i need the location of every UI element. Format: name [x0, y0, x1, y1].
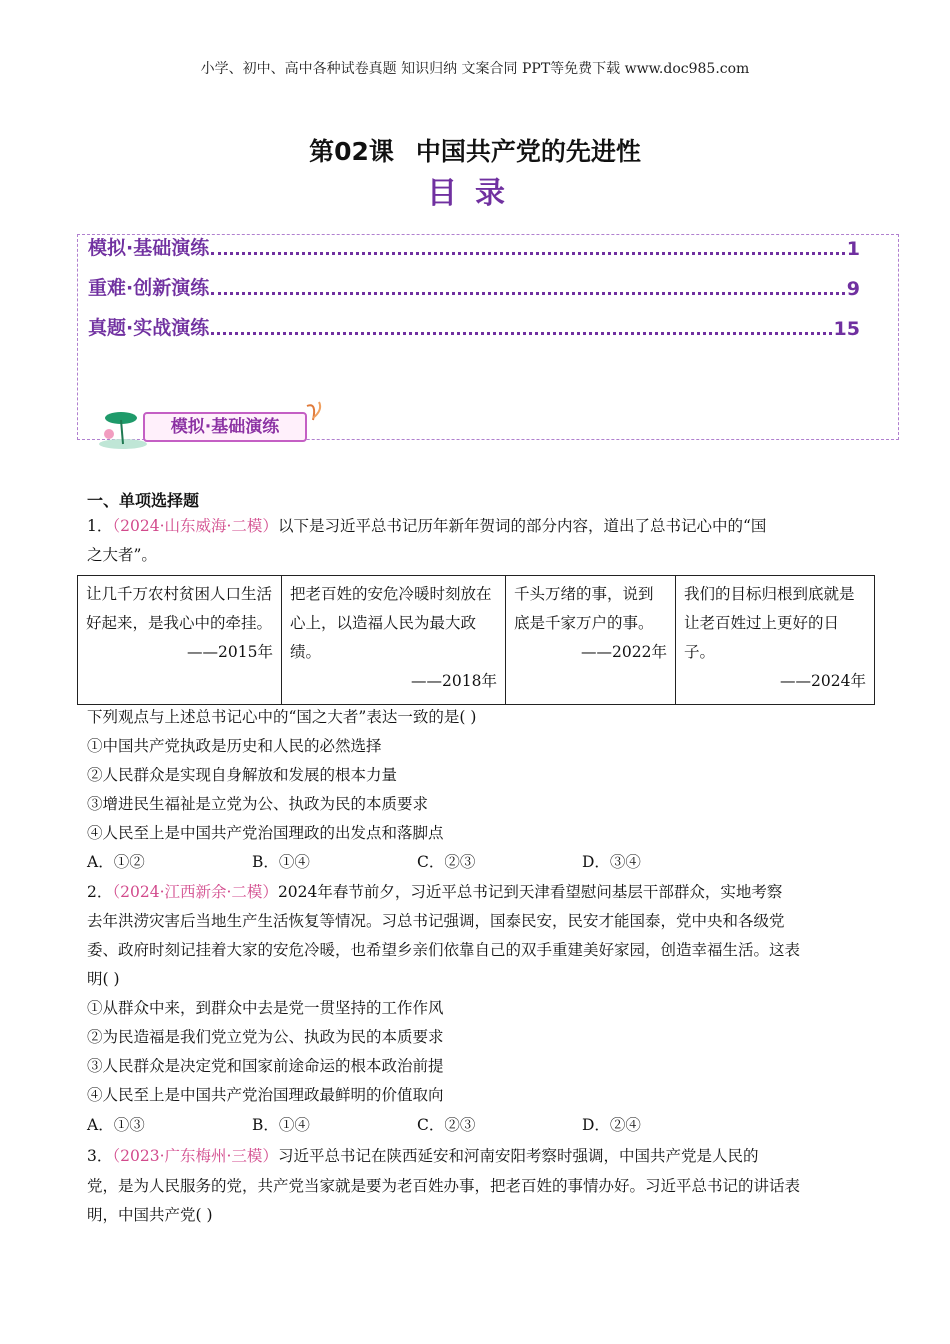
answer-options — [87, 848, 887, 877]
option-c[interactable]: C．②③ — [417, 1116, 476, 1134]
statement-item: ②人民群众是实现自身解放和发展的根本力量 — [87, 766, 398, 784]
toc-entry[interactable] — [88, 273, 860, 300]
lesson-title — [0, 132, 950, 168]
section-badge — [95, 400, 335, 450]
question-source: （2024·江西新余·二模） — [112, 883, 278, 901]
question-source: （2024·山东威海·二模） — [112, 517, 278, 535]
quote-cell: 把老百姓的安危冷暖时刻放在心上，以造福人民为最大政绩。 ——2018年 — [282, 576, 506, 705]
question-2-stem-cont: 去年洪涝灾害后当地生产生活恢复等情况。习总书记强调，国泰民安，民安才能国泰，党中央和各级党 — [87, 912, 785, 930]
statement-item: ④人民至上是中国共产党治国理政最鲜明的价值取向 — [87, 1086, 444, 1104]
option-d[interactable]: D．③④ — [582, 853, 641, 871]
answer-options — [87, 1111, 887, 1140]
toc-entry-label: 重难·创新演练 — [88, 277, 210, 299]
question-3-stem-cont: 党，是为人民服务的党，共产党当家就是要为老百姓办事，把老百姓的事情办好。习近平总书记的讲话表 — [87, 1177, 801, 1195]
question-1-stem-cont: 之大者”。 — [87, 546, 157, 564]
question-3-stem-cont: 明，中国共产党( ) — [87, 1206, 213, 1224]
question-1-prompt: 下列观点与上述总书记心中的“国之大者”表达一致的是( ) — [87, 708, 477, 726]
toc-entry[interactable] — [88, 233, 860, 260]
question-source: （2023·广东梅州·三模） — [112, 1147, 278, 1165]
statement-item: ③人民群众是决定党和国家前途命运的根本政治前提 — [87, 1057, 444, 1075]
option-b[interactable]: B．①④ — [252, 1116, 310, 1134]
question-2-stem-cont: 明( ) — [87, 970, 120, 988]
question-1-stem: 1．（2024·山东威海·二模）以下是习近平总书记历年新年贺词的部分内容，道出了总书记心中的“国 — [87, 517, 767, 535]
toc-heading: 目录 — [427, 176, 523, 211]
question-3-stem: 3．（2023·广东梅州·三模）习近平总书记在陕西延安和河南安阳考察时强调，中国共产党是人民的 — [87, 1147, 759, 1165]
quote-table — [77, 575, 875, 705]
statement-item: ②为民造福是我们党立党为公、执政为民的本质要求 — [87, 1028, 444, 1046]
quote-cell: 我们的目标归根到底就是让老百姓过上更好的日子。 ——2024年 — [676, 576, 875, 705]
section-heading: 一、单项选择题 — [87, 491, 200, 510]
lesson-topic: 中国共产党的先进性 — [415, 137, 641, 166]
toc-entry-page: 1 — [846, 238, 860, 260]
toc-entry-label: 真题·实战演练 — [88, 317, 210, 339]
toc-entry[interactable] — [88, 313, 860, 340]
option-a[interactable]: A．①② — [87, 853, 145, 871]
statement-item: ③增进民生福祉是立党为公、执政为民的本质要求 — [87, 795, 429, 813]
option-a[interactable]: A．①③ — [87, 1116, 145, 1134]
option-b[interactable]: B．①④ — [252, 853, 310, 871]
toc-entry-page: 15 — [833, 318, 860, 340]
option-d[interactable]: D．②④ — [582, 1116, 641, 1134]
page-header: 小学、初中、高中各种试卷真题 知识归纳 文案合同 PPT等免费下载 www.doc985.com — [200, 61, 750, 77]
question-2-stem-cont: 委、政府时刻记挂着大家的安危冷暖，也希望乡亲们依靠自己的双手重建美好家园，创造幸福生活。这表 — [87, 941, 801, 959]
statement-item: ①从群众中来，到群众中去是党一贯坚持的工作作风 — [87, 999, 444, 1017]
quote-cell: 千头万绪的事，说到底是千家万户的事。 ——2022年 — [506, 576, 676, 705]
option-c[interactable]: C．②③ — [417, 853, 476, 871]
question-2-stem: 2．（2024·江西新余·二模）2024年春节前夕，习近平总书记到天津看望慰问基层干部群众，实地考察 — [87, 883, 783, 901]
statement-item: ①中国共产党执政是历史和人民的必然选择 — [87, 737, 382, 755]
section-badge-label: 模拟·基础演练 — [143, 412, 307, 442]
statement-item: ④人民至上是中国共产党治国理政的出发点和落脚点 — [87, 824, 444, 842]
lesson-number: 第02课 — [309, 137, 394, 166]
toc-entry-page: 9 — [846, 278, 860, 300]
quote-cell: 让几千万农村贫困人口生活好起来，是我心中的牵挂。 ——2015年 — [78, 576, 282, 705]
toc-entry-label: 模拟·基础演练 — [88, 237, 210, 259]
